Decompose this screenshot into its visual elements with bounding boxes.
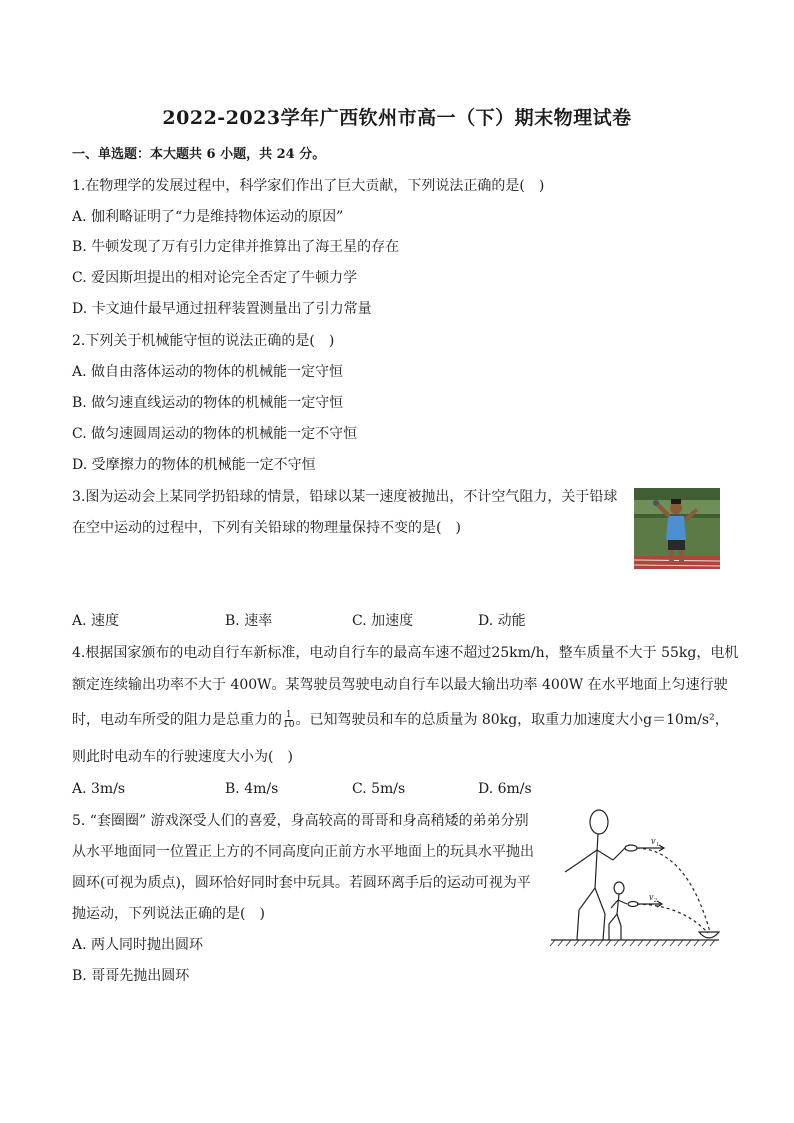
trajectory-high	[637, 848, 710, 932]
shot-put-photo	[634, 488, 720, 569]
question-5-line-2: 从水平地面同一位置正上方的不同高度向正前方水平地面上的玩具水平抛出	[72, 844, 534, 860]
younger-brother-figure	[609, 882, 627, 940]
fraction-numerator: 1	[285, 709, 292, 720]
fraction-one-tenth	[283, 711, 294, 730]
question-2-option-d: D. 受摩擦力的物体的机械能一定不守恒	[72, 457, 316, 473]
question-1-option-d: D. 卡文迪什最早通过扭秤装置测量出了引力常量	[72, 301, 372, 317]
label-v2: v₂	[649, 892, 657, 903]
question-2-option-c: C. 做匀速圆周运动的物体的机械能一定不守恒	[72, 426, 358, 442]
toy-bowl	[699, 932, 719, 938]
label-v1: v₁	[651, 836, 659, 847]
question-1-option-a: A. 伽利略证明了“力是维持物体运动的原因”	[72, 209, 344, 225]
question-5-line-1: 5. “套圈圈” 游戏深受人们的喜爱，身高较高的哥哥和身高稍矮的弟弟分别	[72, 813, 529, 829]
ring-low	[628, 902, 638, 907]
question-4-line-3-start: 时，电动车所受的阻力是总重力的	[72, 712, 282, 728]
section-heading-single-choice: 一、单选题：本大题共 6 小题，共 24 分。	[72, 147, 326, 162]
trajectory-low	[637, 904, 708, 933]
question-3-option-c: C. 加速度	[352, 613, 414, 629]
question-3-option-d: D. 动能	[478, 613, 526, 629]
question-5-option-b: B. 哥哥先抛出圆环	[72, 968, 190, 984]
question-4-line-2: 额定连续输出功率不大于 400W。某驾驶员驾驶电动自行车以最大输出功率 400W 在水平地面上匀速行驶	[72, 677, 728, 693]
question-2-option-b: B. 做匀速直线运动的物体的机械能一定守恒	[72, 395, 344, 411]
page-title: 2022-2023学年广西钦州市高一（下）期末物理试卷	[162, 107, 632, 129]
question-3-option-a: A. 速度	[72, 613, 120, 629]
question-1-option-c: C. 爱因斯坦提出的相对论完全否定了牛顿力学	[72, 270, 358, 286]
question-4-line-1: 4.根据国家颁布的电动自行车新标准，电动自行车的最高车速不超过25km/h，整车质量不大于 55kg，电机	[72, 645, 739, 661]
question-5-line-4: 抛运动，下列说法正确的是( )	[72, 906, 265, 922]
question-2-option-a: A. 做自由落体运动的物体的机械能一定守恒	[72, 364, 344, 380]
question-3-option-b: B. 速率	[225, 613, 273, 629]
question-4-line-3-end: 。已知驾驶员和车的总质量为 80kg，取重力加速度大小g＝10m/s²，	[295, 712, 729, 728]
question-4-line-4: 则此时电动车的行驶速度大小为( )	[72, 749, 293, 765]
question-5-line-3: 圆环(可视为质点)，圆环恰好同时套中玩具。若圆环离手后的运动可视为平	[72, 875, 531, 891]
question-3-stem-line-2: 在空中运动的过程中，下列有关铅球的物理量保持不变的是( )	[72, 520, 461, 536]
fraction-denominator: 10	[283, 719, 295, 730]
ring-toss-diagram	[547, 806, 723, 948]
question-3-stem-line-1: 3.图为运动会上某同学扔铅球的情景，铅球以某一速度被抛出，不计空气阻力，关于铅球	[72, 489, 618, 505]
question-5-option-a: A. 两人同时抛出圆环	[72, 937, 204, 953]
question-4-option-c: C. 5m/s	[352, 781, 406, 797]
ground-hatching	[550, 940, 715, 946]
question-4-line-3	[72, 710, 729, 730]
question-1-stem: 1.在物理学的发展过程中，科学家们作出了巨大贡献，下列说法正确的是( )	[72, 178, 545, 194]
question-4-option-b: B. 4m/s	[225, 781, 279, 797]
older-brother-figure	[565, 810, 625, 940]
question-1-option-b: B. 牛顿发现了万有引力定律并推算出了海王星的存在	[72, 239, 400, 255]
question-4-option-d: D. 6m/s	[478, 781, 532, 797]
question-4-option-a: A. 3m/s	[72, 781, 126, 797]
question-2-stem: 2.下列关于机械能守恒的说法正确的是( )	[72, 333, 335, 349]
ring-high	[625, 845, 637, 851]
